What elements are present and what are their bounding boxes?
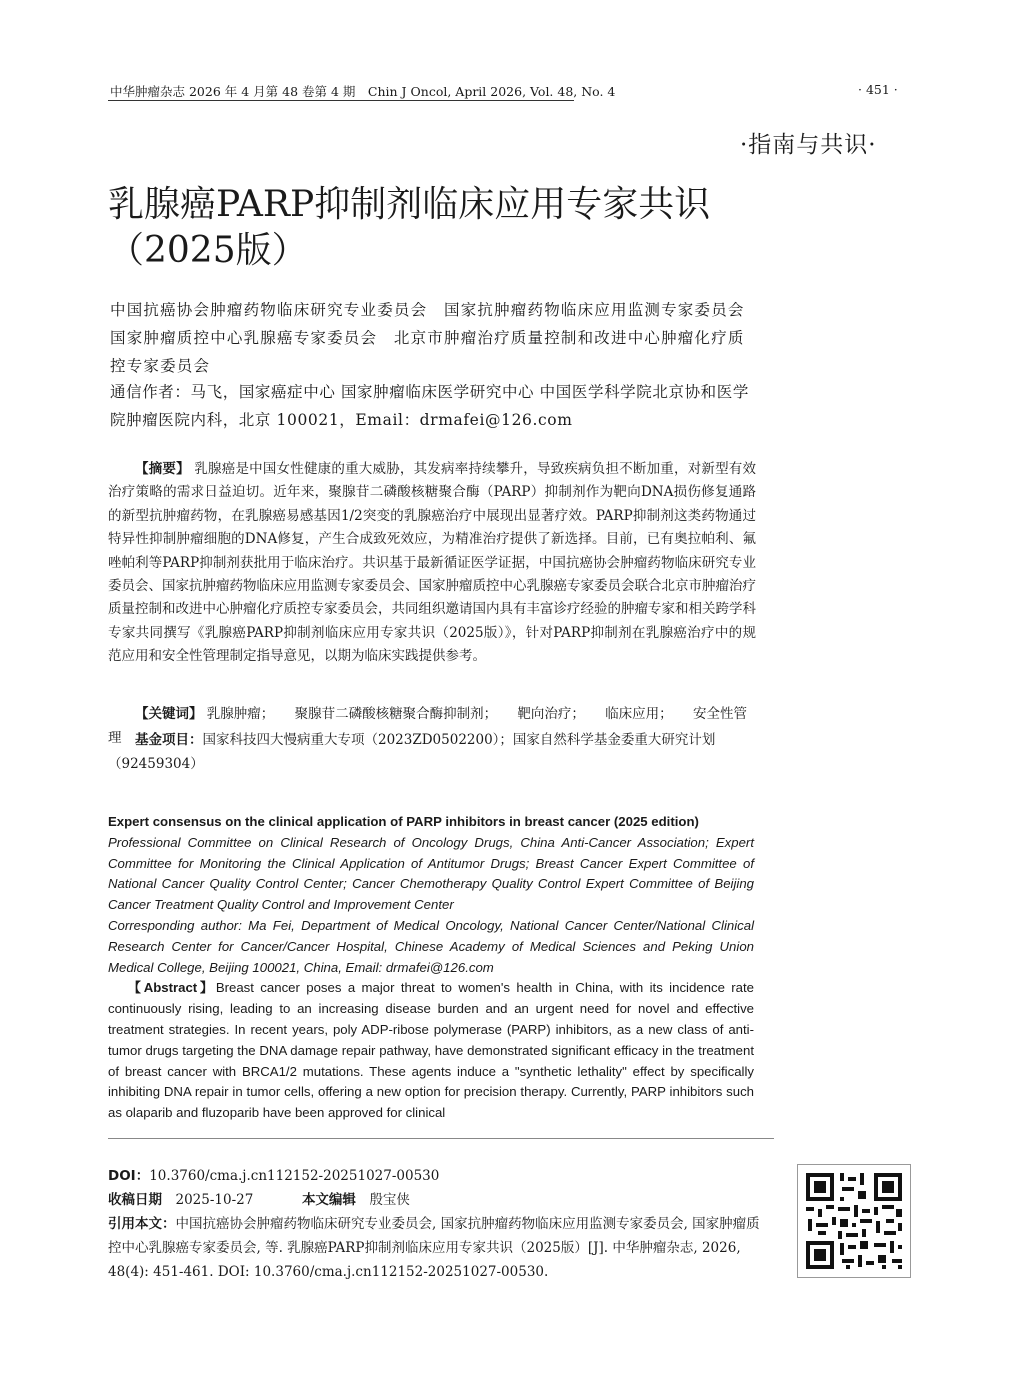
corresponding-text: 马飞，国家癌症中心 国家肿瘤临床医学研究中心 中国医学科学院北京协和医学院肿瘤医院内科，北京 100021，Email：drmafei@126.com (110, 383, 749, 429)
abstract-zh-label: 【摘要】 (135, 461, 190, 477)
abstract-zh-text: 乳腺癌是中国女性健康的重大威胁，其发病率持续攀升，导致疾病负担不断加重，对新型有效治疗策略的需求日益迫切。近年来，聚腺苷二磷酸核糖聚合酶（PARP）抑制剂作为靶向DNA损伤修复通路的新型抗肿瘤药物，在乳腺癌易感基因1/2突变的乳腺癌治疗中展现出显著疗效。PARP抑制剂这类药物通过特异性抑制肿瘤细胞的DNA修复，产生合成致死效应，为精准治疗提供了新选择。目前，已有奥拉帕利、氟唑帕利等PARP抑制剂获批用于临床治疗。共识基于最新循证医学证据，中国抗癌协会肿瘤药物临床研究专业委员会、国家抗肿瘤药物临床应用监测专家委员会、国家肿瘤质控中心乳腺癌专家委员会联合北京市肿瘤治疗质量控制和改进中心肿瘤化疗质控专家委员会，共同组织邀请国内具有丰富诊疗经验的肿瘤专家和相关跨学科专家共同撰写《乳腺癌PARP抑制剂临床应用专家共识（2025版）》，针对PARP抑制剂在乳腺癌治疗中的规范应用和安全性管理制定指导意见，以期为临床实践提供参考。 (108, 461, 757, 665)
keyword-item: 临床应用； (605, 706, 673, 722)
title-line-1: 乳腺癌PARP抑制剂临床应用专家共识 (108, 184, 711, 225)
page-number: · 451 · (858, 82, 898, 97)
keyword-item: 聚腺苷二磷酸核糖聚合酶抑制剂； (294, 706, 498, 722)
editor-name: 殷宝侠 (369, 1192, 410, 1208)
keyword-item: 安全性管理 (108, 706, 747, 746)
received-label: 收稿日期 (108, 1192, 162, 1208)
abstract-en-label: 【Abstract】 (127, 980, 216, 996)
abstract-en-text: Breast cancer poses a major threat to women's health in China, with its incidence rate continuously rising, leading to an increasing disease burden and an urgent need for novel and effective treatment strategies. In recent years, poly ADP-ribose polymerase (PARP) inhibitors, as a new class of anti-tumor drugs targeting the DNA damage repair pathway, have demonstrated significant efficacy in the treatment of breast cancer with BRCA1/2 mutations. These agents induce a "synthetic lethality" effect by specifically inhibiting DNA repair in tumor cells, offering a new option for precision therapy. Currently, PARP inhibitors such as olaparib and fluzoparib have been approved for clinical (108, 980, 755, 1121)
corresponding-author-en: Corresponding author: Ma Fei, Department of Medical Oncology, National Cancer Center/National Clinical Research Center for Cancer/Cancer Hospital, Chinese Academy of Medical Sciences and Peking Union Medical College, Beijing 100021, China, Email: drmafei@126.com (108, 917, 754, 975)
title-line-2: （2025版） (108, 230, 308, 271)
keyword-item: 乳腺肿瘤； (206, 706, 275, 722)
corresponding-label: 通信作者： (110, 383, 191, 401)
title-en: Expert consensus on the clinical application of PARP inhibitors in breast cancer (2025 edition) (108, 814, 699, 829)
citation (108, 1212, 768, 1284)
running-title: 中华肿瘤杂志 2026 年 4 月第 48 卷第 4 期 Chin J Oncol, April 2026, Vol. 48, No. 4 (110, 84, 616, 99)
abstract-en (108, 978, 754, 1124)
doi-label: DOI： (108, 1168, 150, 1184)
keyword-item: 靶向治疗； (517, 706, 585, 722)
funding-zh (108, 728, 756, 776)
article-title (108, 182, 710, 274)
doi-value: 10.3760/cma.j.cn112152-20251027-00530 (149, 1168, 440, 1184)
cite-text: 中国抗癌协会肿瘤药物临床研究专业委员会, 国家抗肿瘤药物临床应用监测专家委员会, 国家肿瘤质控中心乳腺癌专家委员会, 等. 乳腺癌PARP抑制剂临床应用专家共识（2025版）[J]. 中华肿瘤杂志, 2026, 48(4): 451-461. DOI: 10.3760/cma.j.cn112152-20251027-00530. (108, 1216, 760, 1280)
footer-rule (108, 1138, 774, 1139)
funding-text: 国家科技四大慢病重大专项（2023ZD0502200）；国家自然科学基金委重大研究计划（92459304） (108, 732, 716, 772)
editor-label: 本文编辑 (301, 1192, 356, 1208)
doi-line (108, 1164, 776, 1188)
abstract-zh (108, 458, 756, 669)
authors-en: Professional Committee on Clinical Research of Oncology Drugs, China Anti-Cancer Association; Expert Committee for Monitoring the Clinical Application of Antitumor Drugs; Breast Cancer Expert Committee of National Cancer Quality Control Center; Cancer Chemotherapy Quality Control Expert Committee of Beijing Cancer Treatment Quality Control and Improvement Center (108, 834, 754, 913)
header-rule (108, 100, 574, 101)
corresponding-author-zh (110, 378, 760, 434)
qr-code (797, 1164, 911, 1278)
received-date: 2025-10-27 (175, 1192, 254, 1208)
abstract-en-block (108, 812, 754, 1124)
received-line (108, 1188, 776, 1212)
cite-label: 引用本文： (108, 1216, 176, 1232)
keywords-label: 【关键词】 (135, 706, 203, 722)
section-label: ·指南与共识· (740, 132, 877, 158)
funding-label: 基金项目： (135, 732, 203, 748)
authors-zh: 中国抗癌协会肿瘤药物临床研究专业委员会 国家抗肿瘤药物临床应用监测专家委员会 国家肿瘤质控中心乳腺癌专家委员会 北京市肿瘤治疗质量控制和改进中心肿瘤化疗质控专家委员会 (110, 301, 762, 375)
article-footer (108, 1164, 776, 1284)
qr-code-icon (798, 1165, 910, 1277)
